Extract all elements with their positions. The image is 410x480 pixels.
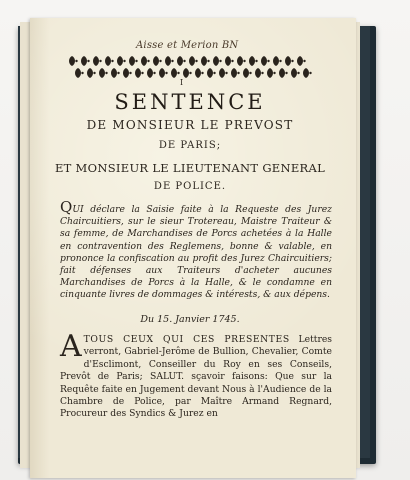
body-text: Lettres verront, Gabriel-Jerôme de Bullion, Chevalier, Comte d'Esclimont, Conseiller du Roy en ses Conseils, Prevôt de Paris; SALUT. sçavoir faisons: Que sur la Requête faite en Jugement devant Nous à l'Audience de la Chambre de Police, par Maître Armand Regnard, Procureur des Syndics & Jurez en bbox=[60, 334, 332, 420]
heading-line-2: DE MONSIEUR LE PREVOST bbox=[86, 118, 294, 132]
heading-line-5: DE POLICE. bbox=[153, 181, 227, 192]
summary-dropcap: Q bbox=[60, 198, 73, 216]
summary-paragraph bbox=[60, 198, 332, 302]
heading-line-3: DE PARIS; bbox=[158, 140, 222, 151]
date-line: Du 15. Janvier 1745. bbox=[140, 314, 240, 325]
summary-text: UI déclare la Saisie faite à la Requeste des Jurez Chaircuitiers, sur le sieur Trotereau, Maistre Traiteur & sa femme, de Marchandises de Porcs achetées à la Halle en contravention des Reglemens, bonne & valable, en prononce la confiscation au profit des Jurez Chaircuitiers; fait défenses aux Traiteurs d'acheter aucunes Marchandises de Porcs à la Halle, & le condamne en cinquante livres de dommages & intérests, & aux dépens. bbox=[60, 204, 332, 301]
ornament-band bbox=[66, 54, 312, 80]
handwritten-note: Aisse et Merion BN bbox=[136, 40, 239, 51]
body-paragraph bbox=[60, 329, 332, 421]
heading-line-4: ET MONSIEUR LE LIEUTENANT GENERAL bbox=[54, 161, 326, 175]
body-lead: TOUS CEUX QUI CES PRESENTES bbox=[83, 334, 290, 345]
body-dropcap: A bbox=[60, 329, 82, 364]
page-title: SENTENCE bbox=[114, 90, 266, 114]
document-page bbox=[30, 18, 356, 478]
signature-mark: I bbox=[180, 78, 184, 87]
